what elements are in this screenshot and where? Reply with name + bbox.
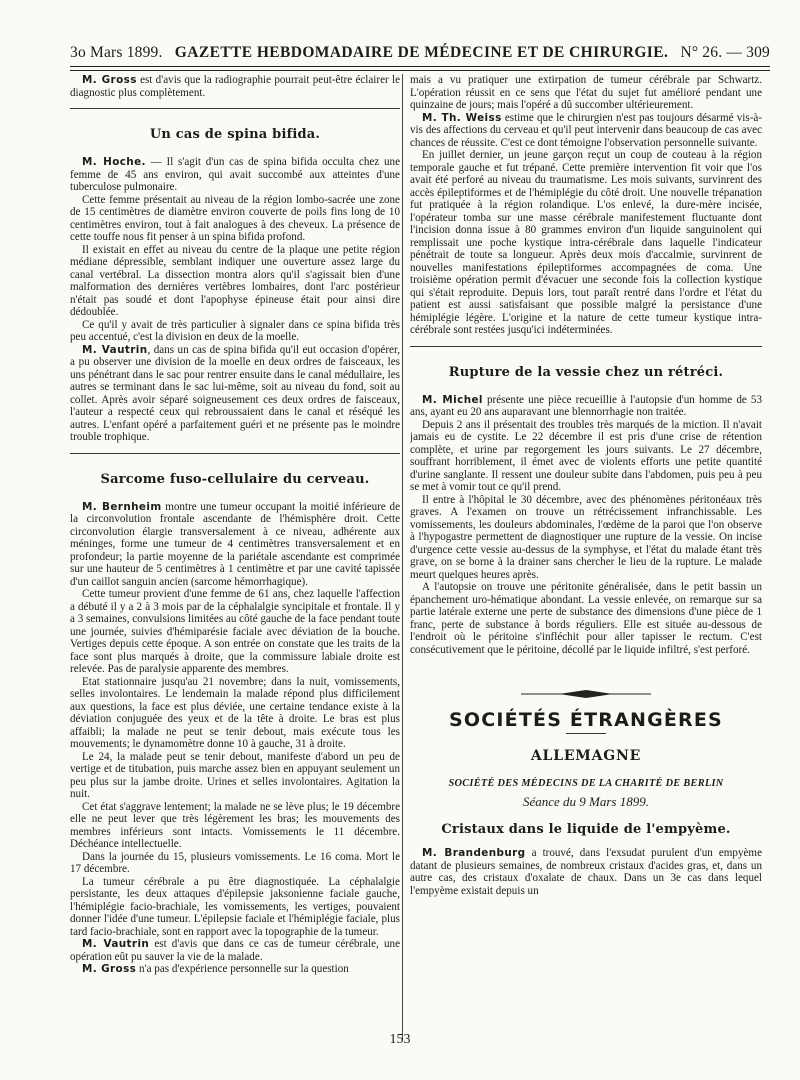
paragraph: Cette tumeur provient d'une femme de 61 ans, chez laquelle l'affection a débuté il y a 2 à 3 mois par de la céphalalgie syncipitale et frontale. Il y a 3 semaines, convulsions limitées au côté gauche de la face pendant toute une journée, suivies d'hémiparésie faciale avec déviation de la bouche. Vertiges depuis cette époque. A son entrée on constate que les traits de la face sont plus marqués à droite, que la commissure labiale droite est relevée. Pas de paralysie apparente des membres. (70, 588, 400, 675)
column-divider (402, 74, 403, 1040)
paragraph (410, 112, 762, 150)
header-issue-page: N° 26. — 309 (680, 44, 770, 61)
speaker-name: M. Vautrin (82, 938, 150, 950)
paragraph: Cet état s'aggrave lentement; la malade ne se lève plus; le 19 décembre elle ne peut lever que très légèrement les bras; les mouvements des membres inférieurs sont intacts. Vomissements le 11 décembre. Déchéance intellectuelle. (70, 800, 400, 850)
section-heading-societes: SOCIÉTÉS ÉTRANGÈRES (449, 709, 723, 731)
paragraph (70, 74, 400, 99)
paragraph: Ce qu'il y avait de très particulier à signaler dans ce spina bifida très peu accentué, c'est la division en deux de la moelle. (70, 318, 400, 343)
paragraph: Depuis 2 ans il présentait des troubles très marqués de la miction. Il n'avait jamais eu de cystite. Le 22 décembre il est pris d'une crise de rétention complète, et urine par regorgement les jours suivants. Le 27 décembre, souffrant horriblement, il émet avec de violents efforts une petite quantité d'urine sanglante. Il ressent une douleur subite dans l'abdomen, puis peu à peu se met à vomir tout ce qu'il prend. (410, 418, 762, 493)
paragraph (70, 344, 400, 444)
paragraph (410, 847, 762, 897)
paragraph-text: , dans un cas de spina bifida qu'il eut occasion d'opérer, a pu observer une division de la moelle en deux ordres de faisceaux, les uns pénétrant dans le sac pour rentrer ensuite dans le canal médullaire, les autres se terminant dans le sac lui-même, soit au niveau du fond, soit au collet. Après avoir séparé soigneusement ces deux ordres de faisceaux, l'auteur a respecté ceux qui rebroussaient dans le canal et réséqué les autres. L'enfant opéré a parfaitement guéri et ne présente pas le moindre trouble trophique. (70, 343, 400, 443)
society-name: SOCIÉTÉ DES MÉDECINS DE LA CHARITÉ DE BERLIN (448, 778, 724, 789)
paragraph (70, 501, 400, 589)
subheading-country: ALLEMAGNE (530, 747, 642, 764)
short-rule (566, 733, 606, 734)
running-header (70, 28, 770, 62)
section-rule (70, 453, 400, 454)
section-title-cristaux: Cristaux dans le liquide de l'empyème. (441, 822, 731, 837)
paragraph-text: est d'avis que la radiographie pourrait peut-être éclairer le diagnostic plus complètement. (70, 74, 400, 99)
section-title-sarcome: Sarcome fuso-cellulaire du cerveau. (100, 471, 370, 487)
paragraph-text: montre une tumeur occupant la moitié inférieure de la circonvolution frontale ascendante de l'hémisphère droit. Cette circonvolution élargie transversalement à ce niveau, adhérente aux méninges, forme une tumeur de 4 centimètres transversalement et en profondeur; la partie moyenne de la pariétale ascendante est comprimée sur une hauteur de 5 centimètres à 1 centimètre et par une cavité tapissée d'un caillot sanguin ancien (sarcome hémorrhagique). (70, 500, 400, 588)
ornament-divider-icon (521, 688, 651, 700)
paragraph (70, 938, 400, 963)
section-rule (70, 108, 400, 109)
right-column (410, 74, 762, 1046)
speaker-name: M. Vautrin (82, 343, 148, 356)
speaker-name: M. Th. Weiss (422, 111, 502, 124)
paragraph: Il existait en effet au niveau du centre de la plaque une petite région médiane dépressible, semblant indiquer une ouverture assez large du canal vertébral. La dissection montra alors qu'il s'agissait bien d'une malformation des dernières vertèbres lombaires, dont l'arc postérieur n'était pas soudé et dont l'apophyse épineuse était pour ainsi dire dédoublée. (70, 243, 400, 318)
paragraph-text: estime que le chirurgien n'est pas toujours désarmé vis-à-vis des affections du cerveau et qu'il peut intervenir dans beaucoup de cas avec chances de réussite. C'est ce dont témoigne l'observation personnelle suivante. (410, 111, 762, 149)
speaker-name: M. Michel (422, 393, 483, 406)
paragraph: Le 24, la malade peut se tenir debout, manifeste d'abord un peu de vertige et de titubation, puis marche assez bien en appuyant seulement un peu plus sur la jambe droite. Urines et selles involontaires. Agitation la nuit. (70, 750, 400, 800)
paragraph: Cette femme présentait au niveau de la région lombo-sacrée une zone de 15 centimètres de diamètre environ couverte de poils fins long de 10 centimètres environ, tout à fait analogues à des cheveux. La présence de cette touffe nous fit penser à un spina bifida profond. (70, 193, 400, 243)
left-column (70, 74, 400, 1046)
speaker-name: M. Gross (82, 74, 137, 86)
paragraph: La tumeur cérébrale a pu être diagnostiquée. La céphalalgie persistante, les deux attaques d'épilepsie jaksonienne faciale gauche, l'hémiplégie facio-brachiale, les vomissements, les vertiges, pouvaient donner l'idée d'une tumeur. L'épilepsie faciale et l'hémiplégie faciale, plus tard facio-brachiale, sont en rapport avec la topographie de la tumeur. (70, 875, 400, 938)
paragraph-text: a trouvé, dans l'exsudat purulent d'un empyème datant de plusieurs semaines, de nombreux cristaux d'acides gras, et, dans un autre cas, des cristaux d'oxalate de chaux. Dans un 3e cas dans lequel l'empyème existait depuis un (410, 847, 762, 897)
speaker-name: M. Gross (82, 963, 137, 975)
section-title-rupture: Rupture de la vessie chez un rétréci. (448, 364, 724, 380)
header-journal-title: GAZETTE HEBDOMADAIRE DE MÉDECINE ET DE CHIRURGIE. (174, 44, 669, 61)
section-title-spina-bifida: Un cas de spina bifida. (149, 127, 321, 142)
paragraph: En juillet dernier, un jeune garçon reçut un coup de couteau à la région temporale gauche et fut trépané. Cette première intervention fit voir que l'os avait été perforé au niveau du traumatisme. Les mois suivants, survinrent des accès épileptiformes et de l'hémiplégie du côté droit. Une nouvelle trépanation fut pratiquée à la région rolandique. L'os enlevé, la dure-mère incisée, l'opérateur tomba sur une masse cérébrale manifestement fluctuante dont l'incision donna issue à 80 grammes environ d'un liquide sanguinolent qui remplissait une poche kystique intra-cérébrale dans laquelle l'indicateur pénétrait de toute sa longueur. Après deux mois d'accalmie, survinrent de nouvelles manifestations épileptiformes accompagnées de coma. Une troisième opération permit d'évacuer une seconde fois la collection kystique qui s'était reproduite. Depuis lors, tout paraît rentré dans l'ordre et l'état du patient est aussi satisfaisant que possible malgré la persistance d'une hémiplégie légère. L'origine et la nature de cette tumeur kystique intra-cérébrale sont restées jusqu'ici indéterminées. (410, 149, 762, 336)
speaker-name: M. Hoche. (82, 156, 146, 168)
section-rule (410, 346, 762, 347)
paragraph: Dans la journée du 15, plusieurs vomissements. Le 16 coma. Mort le 17 décembre. (70, 850, 400, 875)
header-date: 3o Mars 1899. (70, 44, 163, 61)
paragraph: Il entre à l'hôpital le 30 décembre, avec des phénomènes péritonéaux très graves. A l'examen on trouve un rétrécissement infranchissable. Les vomissements, les douleurs abdominales, l'œdème de la paroi que l'on observe à l'hypogastre permettent de diagnostiquer une rupture de la vessie. On incise d'urgence cette vessie au-dessus de la symphyse, et l'état du malade étant très grave, on se borne à la drainer sans chercher le lieu de la rupture. Le malade meurt quelques heures après. (410, 493, 762, 581)
speaker-name: M. Brandenburg (422, 847, 526, 859)
paragraph (70, 156, 400, 194)
page-number: 153 (389, 1032, 411, 1047)
paragraph (70, 963, 400, 976)
paragraph-text: — Il s'agit d'un cas de spina bifida occulta chez une femme de 45 ans environ, qui avait succombé aux atteintes d'une tuberculose pulmonaire. (70, 156, 400, 193)
paragraph-text: présente une pièce recueillie à l'autopsie d'un homme de 53 ans, ayant eu 20 ans auparavant une blennorrhagie non traitée. (410, 393, 762, 418)
paragraph: mais a vu pratiquer une extirpation de tumeur cérébrale par Schwartz. L'opération réussit en ce sens que l'état du sujet fut amélioré pendant une quinzaine de jours; mais l'opéré a dû succomber ultérieurement. (410, 74, 762, 111)
header-rule (70, 66, 770, 71)
paragraph (410, 394, 762, 419)
paragraph-text: n'a pas d'expérience personnelle sur la question (136, 963, 349, 975)
paragraph: A l'autopsie on trouve une péritonite généralisée, dans le petit bassin un épanchement uro-hématique abondant. La vessie enlevée, on remarque sur sa partie latérale externe une perte de substance des dimensions d'une pièce de 1 franc, perte de substance à bords réguliers. Elle est située au-dessous de l'endroit où le péritoine s'infléchit pour aller tapisser le rectum. C'est consécutivement que le péritoine, décollé par le liquide infiltré, s'est perforé. (410, 581, 762, 656)
paragraph-text: est d'avis que dans ce cas de tumeur cérébrale, une opération eût pu sauver la vie de la malade. (70, 938, 400, 963)
session-date: Séance du 9 Mars 1899. (522, 793, 649, 809)
paragraph: Etat stationnaire jusqu'au 21 novembre; dans la nuit, vomissements, selles involontaires. Le lendemain la malade répond plus difficilement aux questions, la face est plus déviée, une certaine tendance existe à la déviation conjuguée des yeux et de la tête à droite. Le bras est plus affaibli; la malade ne peut se tenir debout, mais exécute tous les mouvements; le dynamomètre donne 10 à gauche, 31 à droite. (70, 675, 400, 750)
speaker-name: M. Bernheim (82, 500, 162, 513)
